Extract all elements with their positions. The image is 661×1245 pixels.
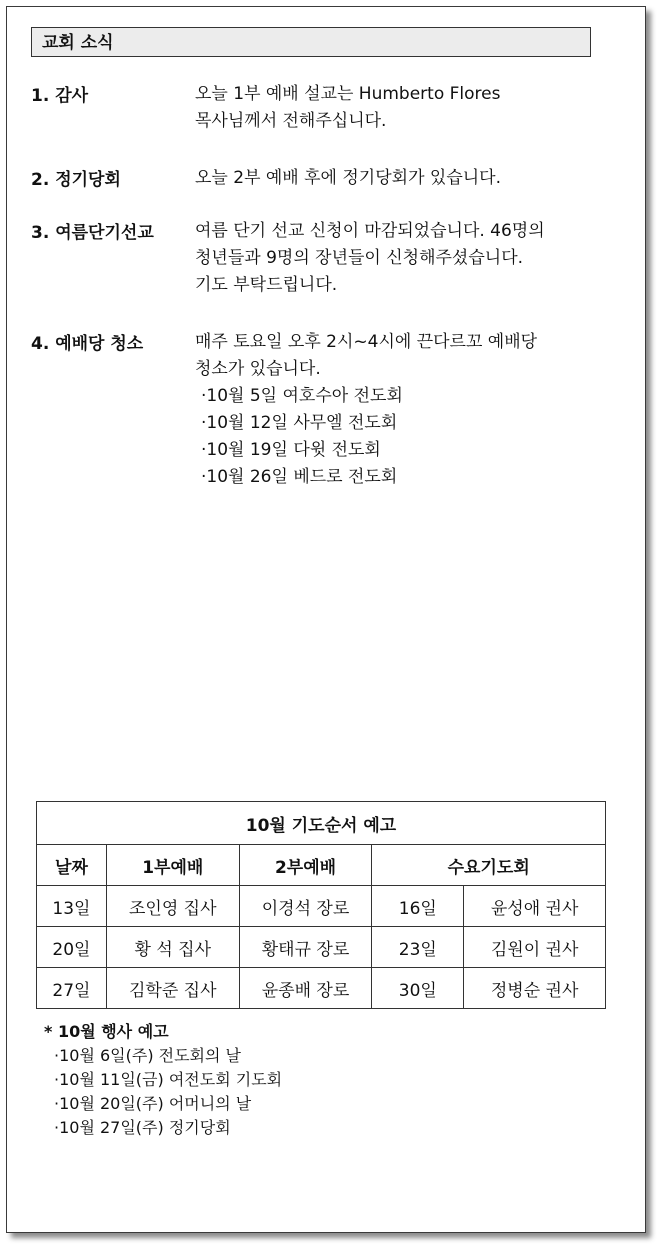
- table-cell: 김학준 집사: [106, 968, 239, 1009]
- news-item-body: [195, 81, 500, 135]
- cleaning-schedule-entry: ·10월 12일 사무엘 전도회: [201, 413, 398, 433]
- body-line: 여름 단기 선교 신청이 마감되었습니다. 46명의: [195, 221, 545, 241]
- news-item-label: 4. 예배당 청소: [31, 334, 144, 354]
- table-cell: 조인영 집사: [106, 886, 239, 927]
- event-item: ·10월 11일(금) 여전도회 기도회: [54, 1070, 283, 1089]
- body-line: 청소가 있습니다.: [195, 359, 321, 379]
- cleaning-schedule-entry: ·10월 19일 다윗 전도회: [201, 440, 381, 460]
- body-line: 목사님께서 전해주십니다.: [195, 111, 387, 131]
- table-cell: 이경석 장로: [239, 886, 372, 927]
- cleaning-schedule-entry: ·10월 5일 여호수아 전도회: [201, 386, 403, 406]
- cleaning-schedule-entry: ·10월 26일 베드로 전도회: [201, 467, 398, 487]
- events-section: [44, 1020, 282, 1140]
- news-item-label: 3. 여름단기선교: [31, 223, 154, 243]
- table-row: [37, 968, 606, 1009]
- prayer-schedule-table: [36, 801, 606, 1009]
- table-cell: 김원이 권사: [464, 927, 606, 968]
- body-line: 매주 토요일 오후 2시~4시에 끈다르꼬 예배당: [195, 332, 538, 352]
- table-cell: 윤종배 장로: [239, 968, 372, 1009]
- table-cell: 13일: [37, 886, 107, 927]
- news-item-label: 1. 감사: [31, 86, 89, 106]
- table-caption: 10월 기도순서 예고: [37, 802, 606, 845]
- body-line: 오늘 1부 예배 설교는 Humberto Flores: [195, 84, 501, 104]
- news-item-body: [195, 329, 537, 491]
- table-cell: 정병순 권사: [464, 968, 606, 1009]
- table-cell: 23일: [372, 927, 464, 968]
- header-wednesday-prayer: 수요기도회: [372, 845, 606, 886]
- news-item-body: [195, 165, 501, 192]
- table-row: [37, 886, 606, 927]
- table-cell: 16일: [372, 886, 464, 927]
- news-item-label: 2. 정기당회: [31, 170, 121, 190]
- body-line: 청년들과 9명의 장년들이 신청해주셨습니다.: [195, 248, 524, 268]
- body-line: 오늘 2부 예배 후에 정기당회가 있습니다.: [195, 168, 501, 188]
- header-service-1: 1부예배: [106, 845, 239, 886]
- event-item: ·10월 20일(주) 어머니의 날: [54, 1094, 252, 1113]
- body-line: 기도 부탁드립니다.: [195, 275, 338, 295]
- table-cell: 20일: [37, 927, 107, 968]
- events-title: * 10월 행사 예고: [44, 1022, 169, 1041]
- event-item: ·10월 6일(주) 전도회의 날: [54, 1046, 242, 1065]
- table-cell: 27일: [37, 968, 107, 1009]
- table-cell: 30일: [372, 968, 464, 1009]
- table-row: [37, 927, 606, 968]
- event-item: ·10월 27일(주) 정기당회: [54, 1118, 231, 1137]
- table-cell: 황태규 장로: [239, 927, 372, 968]
- table-cell: 황 석 집사: [106, 927, 239, 968]
- table-cell: 윤성애 권사: [464, 886, 606, 927]
- news-item-body: [195, 218, 545, 299]
- header-date: 날짜: [37, 845, 107, 886]
- section-title: 교회 소식: [31, 27, 591, 57]
- header-service-2: 2부예배: [239, 845, 372, 886]
- table-header-row: [37, 845, 606, 886]
